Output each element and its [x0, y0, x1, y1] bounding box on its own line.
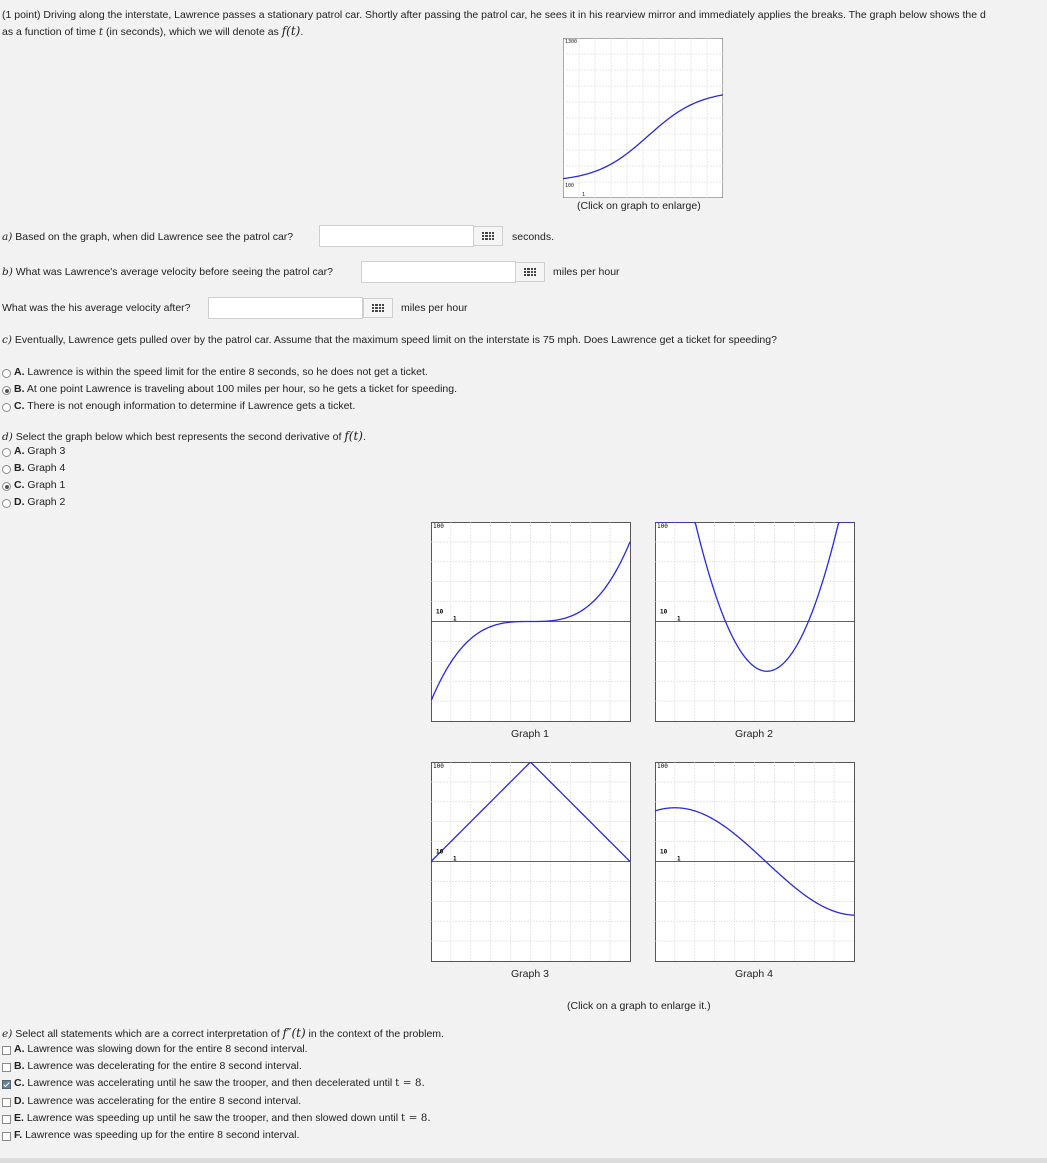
part-d-question: [2, 429, 366, 443]
graph-y-top-label: 100: [433, 763, 444, 770]
part-e-checkbox-f[interactable]: [2, 1132, 11, 1141]
part-e-checkbox-b[interactable]: [2, 1063, 11, 1072]
part-b-question: [2, 266, 333, 278]
part-d-option-label[interactable]: D. Graph 2: [14, 496, 66, 508]
part-e-checkbox-c[interactable]: [2, 1080, 11, 1089]
part-e-checkbox-d[interactable]: [2, 1098, 11, 1107]
part-e-option-label[interactable]: B. Lawrence was decelerating for the entire 8 second interval.: [14, 1060, 302, 1073]
part-d-period: .: [363, 431, 366, 443]
part-e-checkbox-a[interactable]: [2, 1046, 11, 1055]
graph-y-mid-label: 10: [436, 608, 444, 616]
part-d-radio-a[interactable]: [2, 448, 11, 457]
graph-caption: Graph 3: [511, 968, 549, 980]
graph-frame: [432, 763, 631, 962]
part-d-radio-b[interactable]: [2, 465, 11, 474]
part-b2-question: What was the his average velocity after?: [2, 302, 191, 314]
part-b-math-keyboard-button[interactable]: [515, 262, 545, 282]
main-graph-y-top-label: 1300: [565, 39, 578, 45]
graph-y-top-label: 100: [433, 523, 444, 530]
problem-intro-line2: [2, 24, 303, 38]
graph-caption: Graph 1: [511, 728, 549, 740]
part-d-radio-d[interactable]: [2, 499, 11, 508]
part-e-option-label[interactable]: E. Lawrence was speeding up until he saw the trooper, and then slowed down until t = 8.: [14, 1111, 431, 1124]
part-e-question: [2, 1026, 444, 1040]
part-b-input[interactable]: [361, 261, 516, 283]
part-a-letter: a): [2, 231, 13, 243]
keypad-icon: [524, 268, 536, 277]
main-graph-x-label: 1: [582, 192, 586, 198]
intro-text-mid: (in seconds), which we will denote as: [103, 26, 282, 38]
part-d-math: f(t): [344, 429, 363, 443]
part-b-letter: b): [2, 266, 13, 278]
part-e-text: Select all statements which are a correct interpretation of: [15, 1028, 283, 1040]
part-e-option-label[interactable]: D. Lawrence was accelerating for the entire 8 second interval.: [14, 1094, 302, 1107]
part-b-unit: miles per hour: [553, 266, 620, 278]
graph-y-mid-label: 10: [660, 848, 668, 856]
answer-graph-1[interactable]: [431, 522, 631, 722]
part-a-unit: seconds.: [512, 231, 555, 243]
main-graph-caption[interactable]: (Click on graph to enlarge): [577, 200, 701, 212]
part-a-text: Based on the graph, when did Lawrence see the patrol car?: [15, 231, 294, 243]
part-c-option-label[interactable]: C. There is not enough information to determine if Lawrence gets a ticket.: [14, 400, 356, 412]
answer-graph-2[interactable]: [655, 522, 855, 722]
part-e-option-label[interactable]: A. Lawrence was slowing down for the entire 8 second interval.: [14, 1043, 308, 1055]
page-bottom-border: [0, 1158, 1047, 1163]
graph-frame: [656, 523, 855, 722]
keypad-icon: [482, 232, 494, 241]
graph-x-tick-label: 1: [453, 615, 457, 623]
part-e-option-label[interactable]: C. Lawrence was accelerating until he saw the trooper, and then decelerated until t = 8.: [14, 1077, 425, 1090]
intro-t-math: t: [98, 26, 104, 38]
problem-intro-line1: (1 point) Driving along the interstate, Lawrence passes a stationary patrol car. Shortly after passing the patrol car, he sees it in his rearview mirror and immediately applies the breaks. The graph below shows the d: [2, 9, 986, 21]
part-b2-math-keyboard-button[interactable]: [363, 298, 393, 318]
part-c-option-label[interactable]: B. At one point Lawrence is traveling about 100 miles per hour, so he gets a ticket for speeding.: [14, 383, 458, 395]
graph-x-tick-label: 1: [453, 855, 457, 863]
part-a-question: [2, 231, 293, 243]
part-e-option-label[interactable]: F. Lawrence was speeding up for the entire 8 second interval.: [14, 1129, 300, 1141]
graph-caption: Graph 4: [735, 968, 773, 980]
graph-y-mid-label: 10: [660, 608, 668, 616]
graph-frame: [656, 763, 855, 962]
part-a-math-keyboard-button[interactable]: [473, 226, 503, 246]
part-a-input[interactable]: [319, 225, 474, 247]
graph-y-top-label: 100: [657, 763, 668, 770]
part-e-text-post: in the context of the problem.: [305, 1028, 444, 1040]
answer-graph-4[interactable]: [655, 762, 855, 962]
part-e-checkbox-e[interactable]: [2, 1115, 11, 1124]
part-c-option-label[interactable]: A. Lawrence is within the speed limit for the entire 8 seconds, so he does not get a ticket.: [14, 366, 428, 378]
part-d-option-label[interactable]: A. Graph 3: [14, 445, 66, 457]
part-d-option-label[interactable]: C. Graph 1: [14, 479, 66, 491]
graph-y-top-label: 100: [657, 523, 668, 530]
part-e-math: f″(t): [282, 1026, 306, 1040]
keypad-icon: [372, 304, 384, 313]
graph-y-mid-label: 10: [436, 848, 444, 856]
graph-x-tick-label: 1: [677, 615, 681, 623]
answer-graph-3[interactable]: [431, 762, 631, 962]
part-d-letter: d): [2, 431, 13, 443]
graphs-enlarge-caption[interactable]: (Click on a graph to enlarge it.): [567, 1000, 711, 1012]
main-position-graph[interactable]: [563, 38, 723, 198]
part-c-text: Eventually, Lawrence gets pulled over by the patrol car. Assume that the maximum speed limit on the interstate is 75 mph. Does Lawrence get a ticket for speeding?: [14, 334, 777, 346]
part-c-radio-c[interactable]: [2, 403, 11, 412]
intro-text: as a function of time: [2, 26, 99, 38]
part-c-radio-a[interactable]: [2, 369, 11, 378]
part-b-text: What was Lawrence's average velocity before seeing the patrol car?: [15, 266, 333, 278]
part-c-letter: c): [2, 334, 12, 346]
part-c-question: [2, 334, 777, 346]
part-d-option-label[interactable]: B. Graph 4: [14, 462, 66, 474]
part-d-text: Select the graph below which best represents the second derivative of: [15, 431, 345, 443]
part-b2-unit: miles per hour: [401, 302, 468, 314]
intro-ft-math: f(t): [281, 24, 301, 38]
part-e-letter: e): [2, 1028, 13, 1040]
main-graph-y-bottom-label: 100: [565, 183, 575, 189]
graph-x-tick-label: 1: [677, 855, 681, 863]
part-b2-input[interactable]: [208, 297, 363, 319]
intro-period: .: [300, 26, 304, 38]
part-c-radio-b[interactable]: [2, 386, 11, 395]
part-d-radio-c[interactable]: [2, 482, 11, 491]
graph-caption: Graph 2: [735, 728, 773, 740]
